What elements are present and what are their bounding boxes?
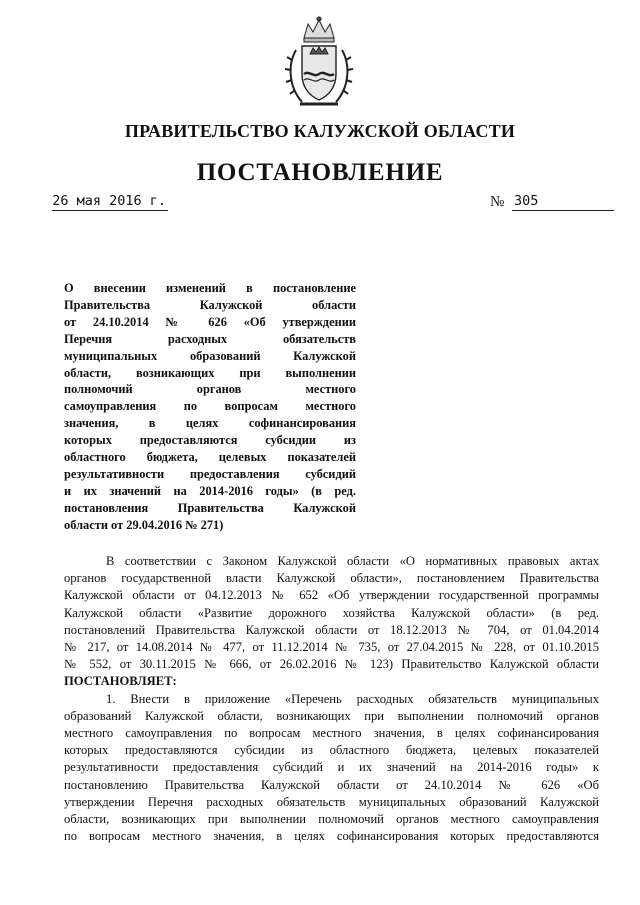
body-line: органов государственной власти Калужской области», постановлением Правительства (64, 571, 599, 586)
subject-line: постановления Правительства Калужской (64, 500, 356, 515)
subject-line: от 24.10.2014 № 626 «Об утверждении (64, 314, 356, 329)
body-line: по вопросам местного значения, в целях софинансирования которых предоставляются (64, 829, 599, 844)
body-line: образований Калужской области, возникающих при выполнении полномочий органов (64, 708, 599, 723)
body-line: постановлению Правительства Калужской области от 24.10.2014 № 626 «Об (64, 777, 599, 792)
body-line: постановлений Правительства Калужской области от 18.12.2013 № 704, от 01.04.2014 (64, 622, 599, 637)
body-line: местного самоуправления по вопросам местного значения, в целях софинансирования (64, 726, 599, 741)
number-label: № (490, 194, 505, 210)
body-line: Калужской области «Развитие дорожного хозяйства Калужской области» (в ред. (64, 605, 599, 620)
subject-line: области, возникающих при выполнении (64, 365, 356, 380)
body-line: которых предоставляются субсидии из областного бюджета, целевых показателей (64, 743, 599, 758)
body-line: № 552, от 30.11.2015 № 666, от 26.02.2016 № 123) Правительство Калужской области (64, 657, 599, 672)
document-number: 305 (512, 193, 614, 211)
coat-of-arms-emblem (282, 16, 356, 112)
subject-line: полномочий органов местного (64, 382, 356, 397)
subject-block (64, 280, 356, 534)
resolution-heading: ПОСТАНОВЛЯЕТ: (64, 674, 177, 689)
body-line: области, возникающих при выполнении полномочий органов местного самоуправления (64, 812, 599, 827)
subject-line: значения, в целях софинансирования (64, 416, 356, 431)
subject-line: Правительства Калужской области (64, 297, 356, 312)
subject-line: и их значений на 2014-2016 годы» (в ред. (64, 483, 356, 498)
body-line: 1. Внести в приложение «Перечень расходных обязательств муниципальных (106, 691, 599, 706)
subject-line: областного бюджета, целевых показателей (64, 450, 356, 465)
body-line: Калужской области от 04.12.2013 № 652 «Об утверждении государственной программы (64, 588, 599, 603)
document-date: 26 мая 2016 г. (52, 193, 166, 209)
subject-line: которых предоставляются субсидии из (64, 433, 356, 448)
government-title: ПРАВИТЕЛЬСТВО КАЛУЖСКОЙ ОБЛАСТИ (124, 121, 516, 141)
body-line: В соответствии с Законом Калужской области «О нормативных правовых актах (106, 554, 599, 568)
subject-line: муниципальных образований Калужской (64, 348, 356, 363)
body-line: утверждении Перечня расходных обязательств муниципальных образований Калужской (64, 794, 599, 809)
subject-line: самоуправления по вопросам местного (64, 399, 356, 414)
subject-line: результативности предоставления субсидий (64, 466, 356, 481)
subject-line: области от 29.04.2016 № 271) (64, 517, 224, 532)
body-line: результативности предоставления субсидий и их значений на 2014-2016 годы» к (64, 760, 599, 775)
body-text (64, 553, 599, 845)
document-type-heading: ПОСТАНОВЛЕНИЕ (196, 159, 444, 186)
subject-line: Перечня расходных обязательств (64, 331, 356, 346)
subject-line: О внесении изменений в постановление (64, 281, 356, 295)
body-line: № 217, от 14.08.2014 № 477, от 11.12.2014 № 735, от 27.04.2015 № 228, от 01.10.2015 (64, 640, 599, 655)
